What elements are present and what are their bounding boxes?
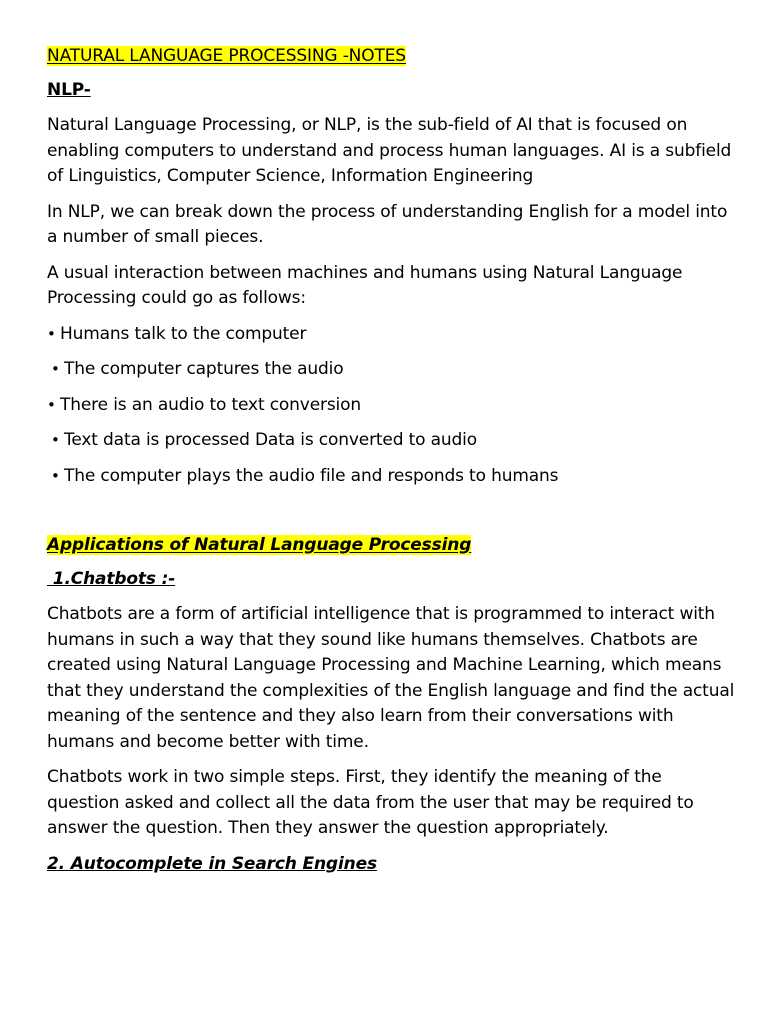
- bullet-icon: •: [51, 431, 60, 449]
- list-item-text: The computer captures the audio: [64, 359, 344, 379]
- section-spacer: [47, 499, 737, 533]
- autocomplete-heading: 2. Autocomplete in Search Engines: [47, 853, 377, 874]
- list-item: [47, 464, 737, 490]
- bullet-icon: •: [47, 324, 56, 343]
- nlp-heading: NLP-: [47, 79, 91, 100]
- chatbots-paragraph-1: Chatbots are a form of artificial intelligence that is programmed to interact with humans in such a way that they sound like humans themselves. Chatbots are created using Natural Language Processing and Machine Learning, which means that they understand the complexities of the English language and find the actual meaning of the sentence and they also learn from their conversations with humans and become better with time.: [47, 604, 735, 752]
- intro-paragraph-1: Natural Language Processing, or NLP, is the sub-field of AI that is focused on enabling computers to understand and process human languages. AI is a subfield of Linguistics, Computer Science, Information Engineering: [47, 115, 732, 186]
- list-item-text: Humans talk to the computer: [60, 323, 307, 344]
- applications-heading-text: Applications of Natural Language Processing: [47, 535, 472, 555]
- document-body: [47, 44, 737, 887]
- document-title: [47, 44, 737, 70]
- bullet-icon: •: [51, 360, 60, 378]
- bullet-icon: •: [47, 395, 56, 414]
- interaction-steps-list: [47, 322, 737, 490]
- chatbots-paragraph-2: Chatbots work in two simple steps. First, they identify the meaning of the question asked and collect all the data from the user that may be required to answer the question. Then they answer the question appropriately.: [47, 767, 694, 838]
- bullet-icon: •: [51, 466, 60, 485]
- applications-heading: [47, 533, 737, 559]
- intro-paragraph-3: A usual interaction between machines and humans using Natural Language Processing could go as follows:: [47, 262, 683, 308]
- list-item-text: Text data is processed Data is converted to audio: [64, 430, 478, 450]
- chatbots-heading: 1.Chatbots :-: [47, 568, 176, 589]
- list-item-text: The computer plays the audio file and responds to humans: [64, 465, 559, 486]
- list-item-text: There is an audio to text conversion: [60, 394, 361, 415]
- intro-paragraph-2: In NLP, we can break down the process of understanding English for a model into a number of small pieces.: [47, 201, 728, 247]
- list-item: [47, 322, 737, 348]
- list-item: [47, 428, 737, 454]
- list-item: [47, 393, 737, 419]
- document-title-text: NATURAL LANGUAGE PROCESSING -NOTES: [47, 46, 406, 66]
- list-item: [47, 357, 737, 383]
